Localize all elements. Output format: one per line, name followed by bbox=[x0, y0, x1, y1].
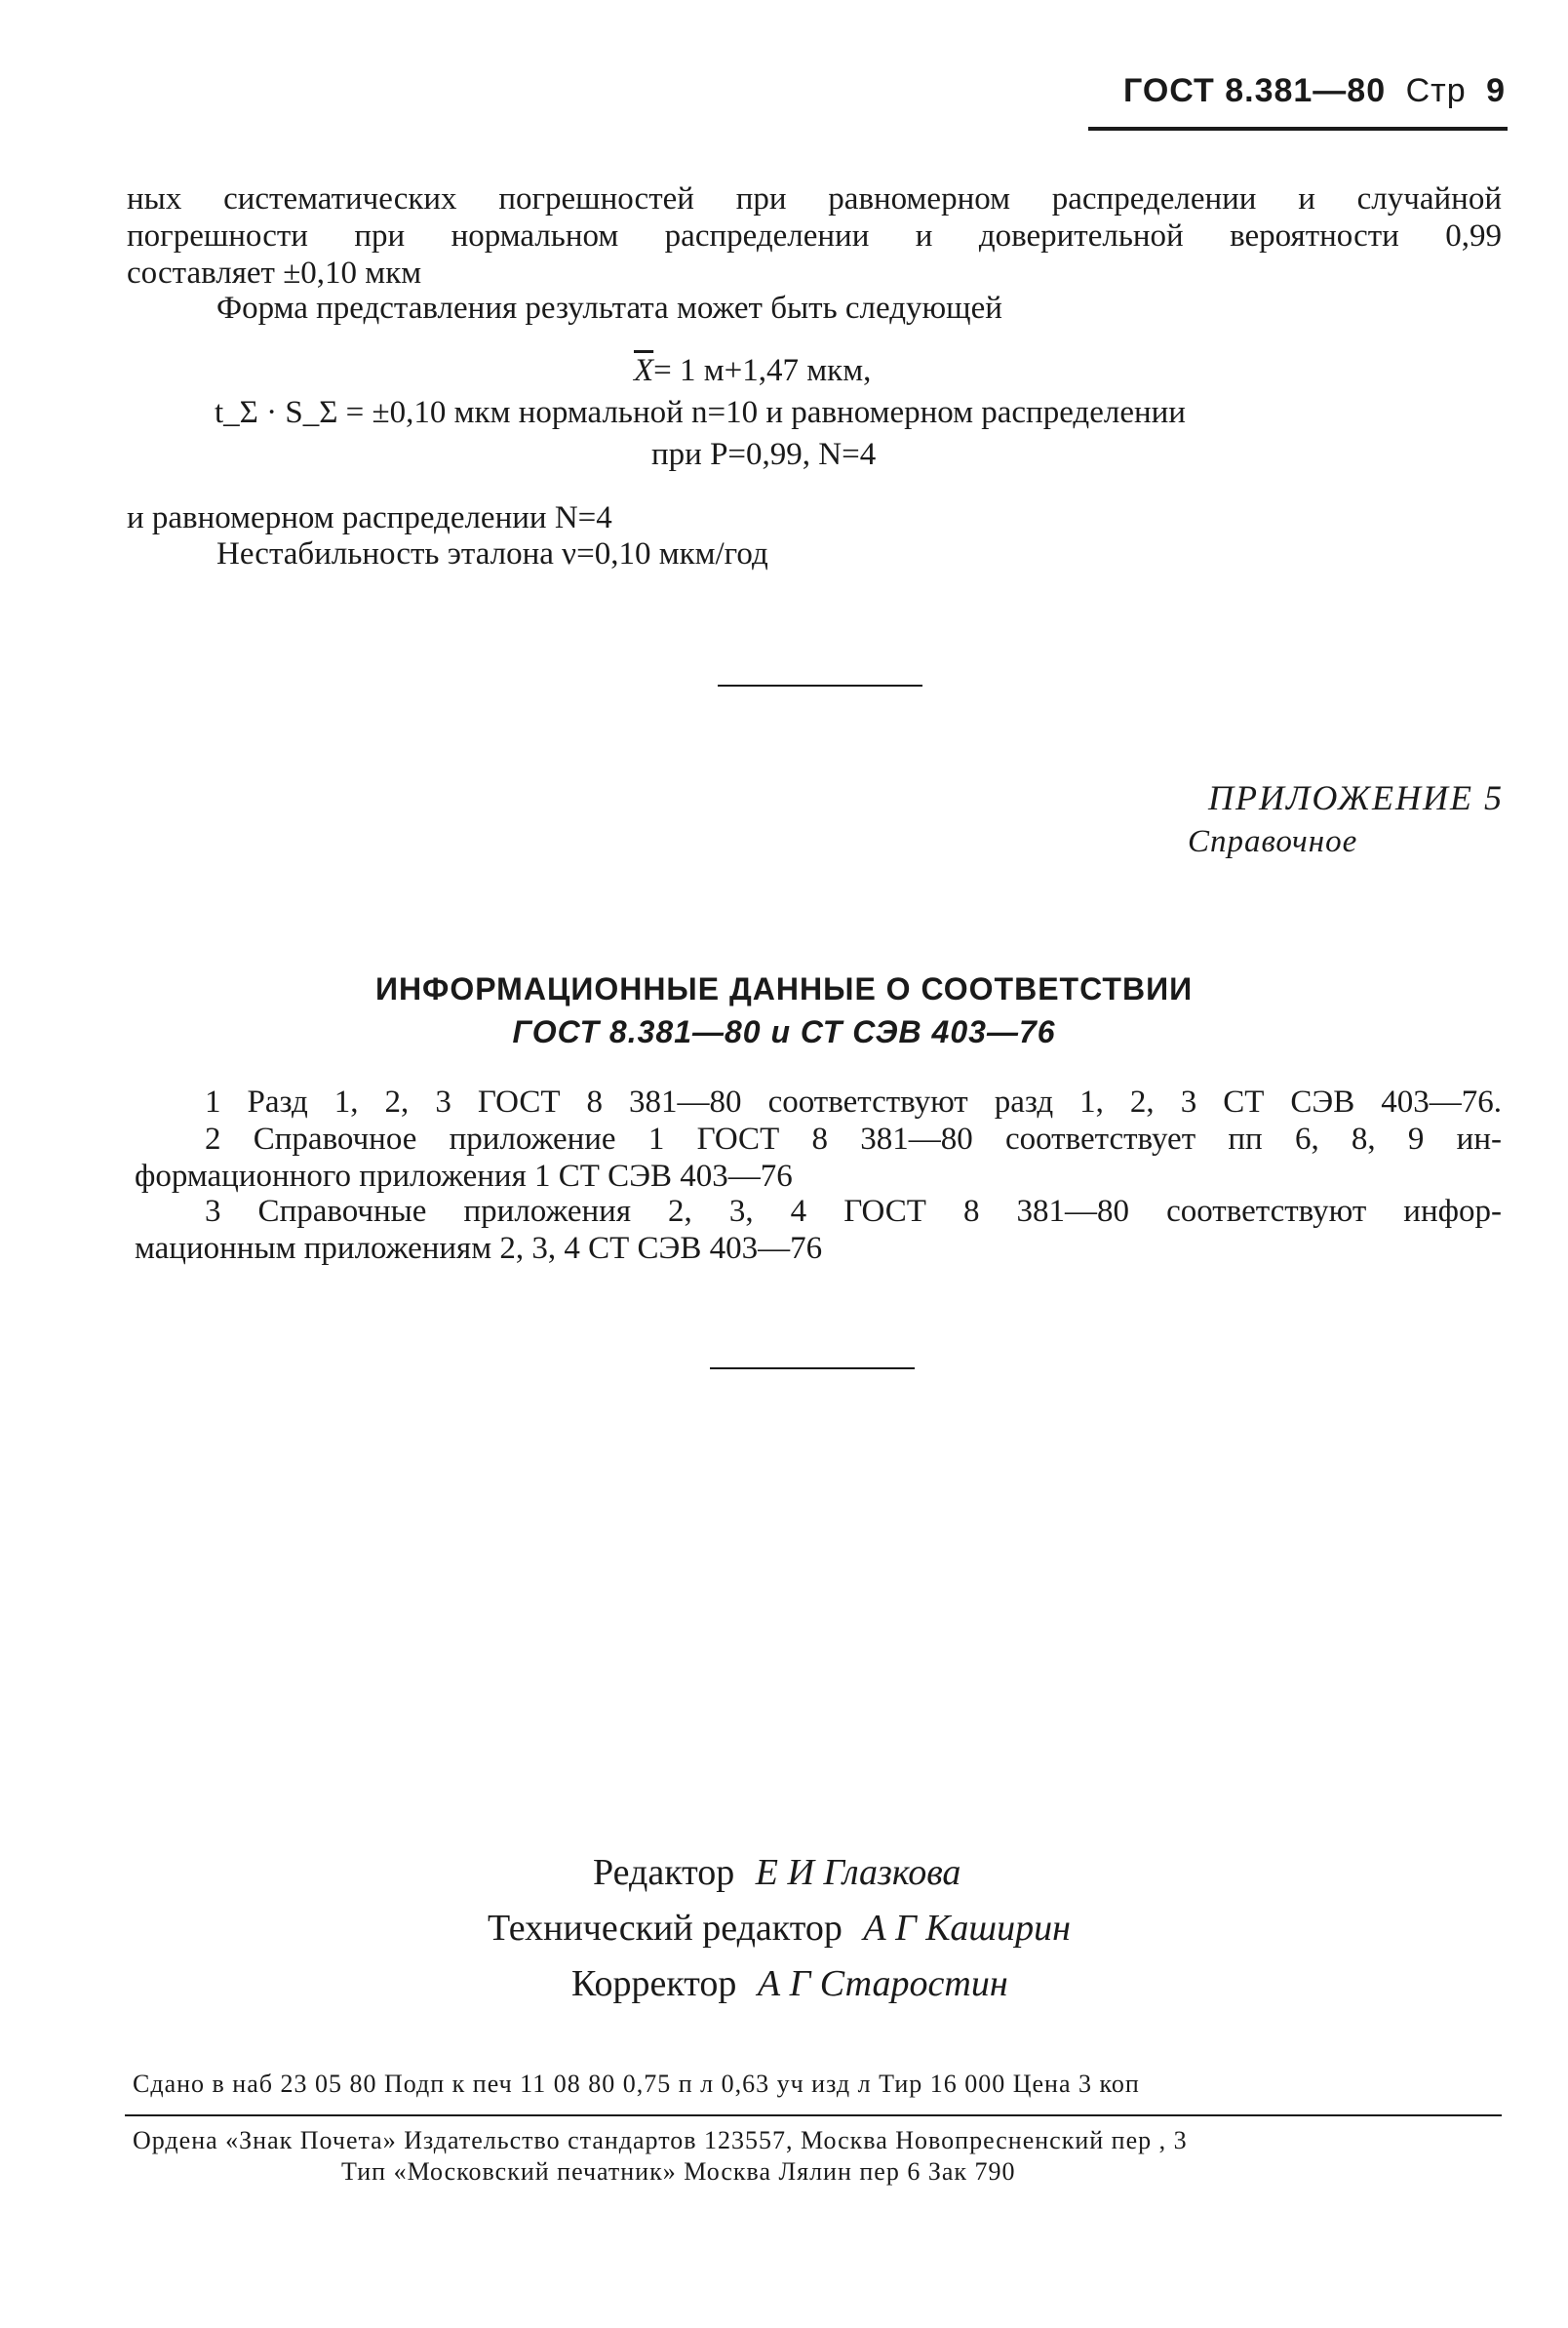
section-heading-2: ГОСТ 8.381—80 и СТ СЭВ 403—76 bbox=[512, 1014, 1056, 1049]
item-2-line-2: формационного приложения 1 СТ СЭВ 403—76 bbox=[135, 1159, 793, 1194]
standard-number: ГОСТ 8.381—80 bbox=[1123, 72, 1387, 109]
editor-name: Е И Глазкова bbox=[755, 1852, 961, 1893]
intro-line-2: погрешности при нормальном распределении и доверительной вероятности 0,99 bbox=[127, 218, 1502, 254]
corrector-role: Корректор bbox=[571, 1963, 737, 2004]
after-formula-line-1: и равномерном распределении N=4 bbox=[127, 500, 612, 535]
corrector-name: А Г Старостин bbox=[757, 1963, 1008, 2004]
formula-result: = 1 м+1,47 мкм, bbox=[653, 353, 872, 388]
credit-tech-editor bbox=[488, 1907, 1071, 1950]
print-info-line: Сдано в наб 23 05 80 Подп к печ 11 08 80 0,75 п л 0,63 уч изд л Тир 16 000 Цена 3 коп bbox=[133, 2070, 1140, 2098]
appendix-title: ПРИЛОЖЕНИЕ 5 bbox=[1208, 778, 1504, 817]
formula-line-2: t_Σ · S_Σ = ±0,10 мкм нормальной n=10 и равномерном распределении bbox=[215, 395, 1186, 430]
x-bar: $\overline{X}$ bbox=[634, 353, 654, 388]
printer-line: Тип «Московский печатник» Москва Лялин пер 6 Зак 790 bbox=[341, 2157, 1016, 2186]
intro-line-1: ных систематических погрешностей при равномерном распределении и случайной bbox=[127, 181, 1502, 217]
form-line: Форма представления результата может быть следующей bbox=[216, 291, 1002, 326]
page-label: Стр bbox=[1405, 72, 1467, 109]
formula-line-3: при P=0,99, N=4 bbox=[651, 437, 877, 472]
page-header bbox=[1123, 72, 1506, 110]
item-2-line-1: 2 Справочное приложение 1 ГОСТ 8 381—80 соответствует пп 6, 8, 9 ин- bbox=[205, 1122, 1502, 1157]
publisher-line: Ордена «Знак Почета» Издательство стандартов 123557, Москва Новопресненский пер , 3 bbox=[133, 2126, 1188, 2154]
header-rule bbox=[1088, 127, 1508, 131]
footer-rule bbox=[125, 2114, 1502, 2116]
item-3-line-1: 3 Справочные приложения 2, 3, 4 ГОСТ 8 381—80 соответствуют инфор- bbox=[205, 1194, 1502, 1229]
section-divider-1 bbox=[718, 685, 922, 687]
page-number: 9 bbox=[1486, 72, 1506, 109]
credit-corrector bbox=[571, 1962, 1008, 2005]
section-heading-1: ИНФОРМАЦИОННЫЕ ДАННЫЕ О СООТВЕТСТВИИ bbox=[374, 971, 1194, 1006]
item-3-line-2: мационным приложениям 2, 3, 4 СТ СЭВ 403—76 bbox=[135, 1231, 823, 1266]
editor-role: Редактор bbox=[593, 1852, 735, 1893]
after-formula-line-2: Нестабильность эталона ν=0,10 мкм/год bbox=[216, 536, 768, 572]
appendix-subtitle: Справочное bbox=[1188, 824, 1358, 859]
credit-editor bbox=[593, 1851, 960, 1894]
item-1: 1 Разд 1, 2, 3 ГОСТ 8 381—80 соответствуют разд 1, 2, 3 СТ СЭВ 403—76. bbox=[205, 1085, 1502, 1120]
intro-line-3: составляет ±0,10 мкм bbox=[127, 256, 422, 291]
section-divider-2 bbox=[710, 1367, 915, 1369]
tech-editor-name: А Г Каширин bbox=[863, 1908, 1071, 1949]
formula-line-1 bbox=[634, 353, 871, 388]
tech-editor-role: Технический редактор bbox=[488, 1908, 843, 1949]
